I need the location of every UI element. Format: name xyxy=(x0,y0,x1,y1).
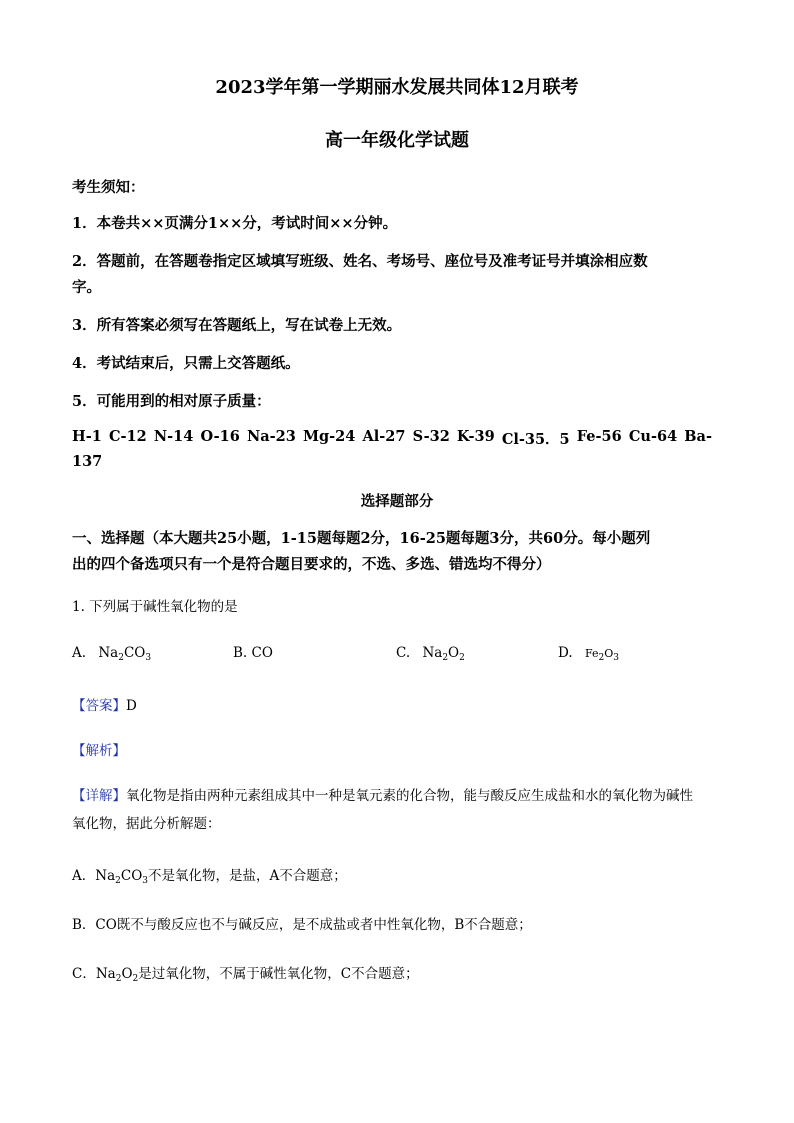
section-instruction-2: 出的四个备选项只有一个是符合题目要求的，不选、多选、错选均不得分） xyxy=(72,556,551,573)
section-instruction-1: 一、选择题（本大题共25小题，1-15题每题2分，16-25题每题3分，共60分。每小题列 xyxy=(72,530,651,547)
atom-mass: Mg-24 xyxy=(302,428,356,445)
answer-tag: 【答案】 xyxy=(72,698,126,714)
detail-option-a: A．$Na_2CO_3$不是氧化物，是盐，A不合题意； xyxy=(72,868,347,886)
atom-mass: S-32 xyxy=(412,428,450,445)
detail-line-1: 【详解】氧化物是指由两种元素组成其中一种是氧元素的化合物，能与酸反应生成盐和水的氧化物为碱性 xyxy=(72,788,693,804)
atom-mass: Al-27 xyxy=(362,428,406,445)
formula-fe2o3: $Fe_2O_3$ xyxy=(584,647,619,663)
detail-option-b: B．CO既不与酸反应也不与碱反应，是不成盐或者中性氧化物，B不合题意； xyxy=(72,917,532,933)
notice-item-5: 5．可能用到的相对原子质量： xyxy=(72,393,271,410)
atomic-masses-cont: 137 xyxy=(72,453,103,470)
atom-mass: Fe-56 xyxy=(576,428,622,445)
option-d-label: D. xyxy=(558,645,573,661)
atom-mass: C-12 xyxy=(108,428,147,445)
atom-mass: Na-23 xyxy=(246,428,296,445)
atom-mass: K-39 xyxy=(456,428,495,445)
atom-mass: N-14 xyxy=(153,428,194,445)
option-d xyxy=(558,645,619,661)
answer-value: D xyxy=(126,698,137,714)
question-1-stem: 1. 下列属于碱性氧化物的是 xyxy=(72,599,238,615)
option-a xyxy=(72,645,151,661)
atom-mass: H-1 xyxy=(72,428,102,445)
notice-item-2: 2．答题前，在答题卷指定区域填写班级、姓名、考场号、座位号及准考证号并填涂相应数 xyxy=(72,253,648,270)
exam-subtitle: 高一年级化学试题 xyxy=(325,130,469,151)
notice-item-1: 1．本卷共××页满分1××分，考试时间××分钟。 xyxy=(72,215,398,232)
detail-line-2: 氧化物，据此分析解题： xyxy=(72,816,221,832)
atom-mass: Ba- xyxy=(684,428,712,445)
exam-title: 2023学年第一学期丽水发展共同体12月联考 xyxy=(215,77,579,98)
atomic-masses xyxy=(72,428,712,449)
atom-mass: O-16 xyxy=(200,428,240,445)
analysis-tag: 【解析】 xyxy=(72,743,126,759)
option-c xyxy=(396,645,465,661)
option-a-label: A. xyxy=(72,645,87,661)
formula-na2o2: $Na_2O_2$ xyxy=(422,645,465,663)
option-c-label: C. xyxy=(396,645,411,661)
atom-mass: Cl-35．5 xyxy=(501,431,570,448)
answer-line xyxy=(72,694,137,714)
notice-item-4: 4．考试结束后，只需上交答题纸。 xyxy=(72,355,300,372)
option-b: B. CO xyxy=(233,645,273,661)
detail-tag: 【详解】 xyxy=(72,788,126,804)
detail-option-c: C．$Na_2O_2$是过氧化物，不属于碱性氧化物，C不合题意； xyxy=(72,966,419,984)
formula-na2co3: $Na_2CO_3$ xyxy=(98,645,152,663)
section-title: 选择题部分 xyxy=(360,493,434,510)
notice-item-2-cont: 字。 xyxy=(72,279,101,296)
notice-heading: 考生须知： xyxy=(72,179,145,196)
atom-mass: Cu-64 xyxy=(628,428,678,445)
notice-item-3: 3．所有答案必须写在答题纸上，写在试卷上无效。 xyxy=(72,317,402,334)
